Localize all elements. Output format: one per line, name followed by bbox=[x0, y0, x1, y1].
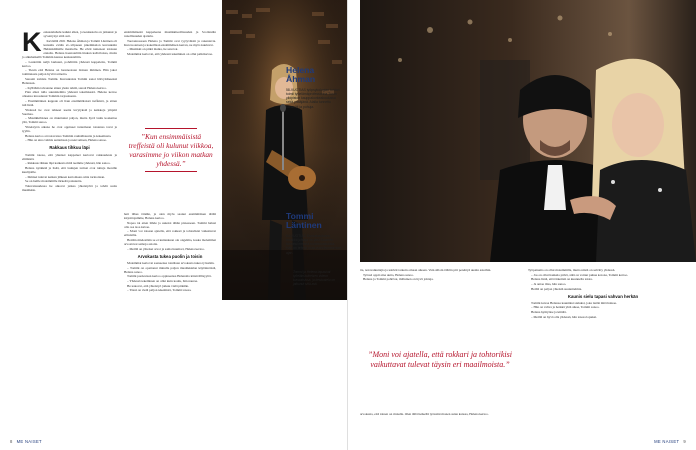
paragraph: Helena ja Tommi pohtivat, millainen on hyvä johtaja. bbox=[363, 277, 434, 282]
profile-info: 64-VUOTIAS Esmiatasoisten musiikkijohtaja on yksi Suomen tunnetuimmista rockmuusikoista. Hän on tehnyt uraa vuosikymmenten ajan. bbox=[286, 233, 342, 255]
page-number: 9 bbox=[683, 439, 686, 444]
paragraph: Tommi toteaa, että yhteiset kappaleet kertovat rakkaudesta ja elämästä. bbox=[22, 152, 117, 161]
paragraph: – Tiesin että Helena on luonnostaan iloinen ihminen. Hän jakoi toiminnasta paljon hyviä tarinoita. bbox=[22, 68, 117, 77]
pull-quote: ”Kun ensimmäisistä treffeistä oli kulunut viikkoa, varasimme jo viikon matkan yhdessä.” bbox=[128, 125, 214, 175]
left-column-1 bbox=[22, 27, 117, 193]
paragraph: – Musiikkibisnes on muuttunut paljon, mutta hyvä laulu koskettaa yhä, Tommi sanoo. bbox=[22, 116, 117, 125]
right-column-1 bbox=[360, 268, 520, 282]
paragraph: Keväällä 2021 Helena Åhman ja Tommi Läntinen oli kutsuttu evään ev.-vilpueen pikemikalon kuvauksiin Helsinkiläisille maaliolle. He eivät tunteneet toisiaan ennalta. Helena haastateltiin hiukan kahviloissa, mutta jo alkuhetkellä Tommin kanssa keskusteltiin. bbox=[22, 38, 117, 59]
paragraph: Molemmat kertovat saaneensa toisiltaan arvokasta tukea työssään. bbox=[127, 261, 215, 265]
paragraph: ensimmäisenä kappaleena musiikkiteollisuuden ja Scotlandin runollisuuden ajattelu. bbox=[124, 30, 216, 39]
paragraph: tta, notavaikuttajia ja tekivät tarkoin omaan aikaan. Vain silloin tällöin piti perehtyä uusiin asioihin. bbox=[360, 268, 492, 272]
paragraph: heti lähes tänään, ja olen myös saanut ensimmäisen täältä kirjoittajamme, Helena kertoo. bbox=[124, 212, 216, 221]
paragraph: – Yhdessä tekeminen on ollut kuin koulu, hän nauraa. bbox=[127, 278, 198, 283]
paragraph: Tommi kuvaa Helenaa kauniiksi sieluksi, joka tietää mitä haluaa. bbox=[531, 300, 617, 305]
paragraph: – Hän on vahva ja herkkä yhtä aikaa, Tommi sanoo. bbox=[531, 305, 600, 310]
paragraph: Helena hymyilee ja kiittää. bbox=[531, 310, 567, 315]
page-number: 8 bbox=[10, 439, 13, 444]
paragraph: – Jos on ollut hankala päivä, siitä on voinut puhua kotona, Tommi kertoo. bbox=[531, 272, 629, 277]
paragraph: Yhteistyön aikana he ovat oppineet tuntemaan toistensa tavat ja tyylin. bbox=[22, 124, 117, 134]
paragraph: – Hän on aina valmis auttamaan ja neuvomaan, Helena sanoo. bbox=[25, 138, 107, 143]
paragraph: Tulevaisuudessa he aikovat jatkaa yhteistyötä ja tehdä uutta musiikkia. bbox=[22, 183, 117, 192]
paragraph: Helena nyökkää ja lisää, että laulujen tarinat ovat tuttuja monille kuulijoille. bbox=[22, 165, 117, 174]
subheading: Rakkaus tihkuu läpi bbox=[49, 145, 90, 151]
concert-photo-graphic bbox=[222, 0, 348, 300]
helena-concert-photo bbox=[222, 0, 348, 300]
profile-info: 58-VUOTIAS työpsykologian tohtori toimii työelämäprofessorina Turun yliopiston kauppakorkeakoulussa sekä yrittäjänä. Alalla tunnettu konsultti ja puhuja. bbox=[286, 87, 340, 109]
paragraph: Se on heille molemmille tärkeää palautetta. bbox=[25, 179, 83, 184]
paragraph: Keskusteluhalu kaikki alkoi, ja keskustelu on jatkunut ja syventynyt siitä asti. bbox=[22, 27, 117, 57]
couple-photo bbox=[360, 0, 696, 262]
paragraph: – Tässä on vielä paljon tekemistä, Tommi toteaa. bbox=[127, 288, 192, 293]
paragraph: Helena kertoo arvostavansa Tommin rauhallisuutta ja kokemusta. bbox=[25, 133, 112, 138]
paragraph: Työpaineita on ollut molemmilla, mutta niistä on selvitty yhdessä. bbox=[528, 268, 616, 272]
paragraph: Työssä oppii aina uutta, Helena sanoo. bbox=[363, 272, 414, 277]
tommi-profile bbox=[286, 212, 342, 255]
pull-quote: ”Moni voi ajatella, että rokkari ja tohtorikisi vaikuttavat tulevat täysin eri maailmoista.” bbox=[368, 350, 512, 369]
profile-name: Tommi Läntinen bbox=[286, 211, 322, 231]
paragraph: – Laulettiin neljä lauluani, pohdittiin yhdessä kappaleita, Tommi kertoo. bbox=[22, 59, 117, 68]
paragraph: Yhdessä he ovat tehneet useita levytyksiä ja keikkoja ympäri Suomea. bbox=[22, 107, 117, 116]
helena-profile bbox=[286, 66, 342, 109]
paragraph: Nopea tai etten lähde ja uskoisi tähän pisteeseen. Tommi halusi olla osa isoa kuvaa. bbox=[124, 220, 216, 229]
paragraph: – Ihmiset tulevat keikan jälkeen kertomaan omia tarinoitaan. bbox=[25, 174, 106, 179]
paragraph: He uskovat, että yhteistyö jatkuu vielä pitkään. bbox=[127, 283, 189, 288]
paragraph: Sanonit tomista Tommi. Kuvauksista Tommi sanoi häivyttäneensä Helenaan. bbox=[22, 76, 117, 85]
paragraph: – Ensimmäinen kappale oli Kun ensimmäisissä treffeistä, ja sitten tuli lisää. bbox=[22, 98, 117, 107]
right-page bbox=[286, 0, 696, 450]
paragraph: Pian alkoi tulla suunnitelmia yhdessä tekemisestä. Helena kertoo olleensa innostunut Tommin tarjouksesta. bbox=[22, 90, 117, 99]
paragraph: Heillä on paljon yhteisiä suunnitelmia. bbox=[531, 286, 583, 291]
quote-rule bbox=[145, 171, 197, 172]
subheading: Arvokasta tukea puolin ja toisin bbox=[137, 253, 203, 259]
paragraph: Helena lisää, että tärkeintä on kuunnella toista. bbox=[531, 277, 593, 282]
dropcap: K bbox=[22, 27, 42, 57]
right-column-1-lower bbox=[360, 412, 520, 417]
paragraph: – Kyllähän taivaanne sinun yksin tehdä, sanoit Helena kertoo. bbox=[25, 85, 107, 90]
magazine-name: ME NAISET bbox=[654, 439, 680, 444]
right-column-2 bbox=[528, 268, 678, 319]
paragraph: – Ja antaa tilaa, hän sanoo. bbox=[531, 281, 567, 286]
paragraph: Heidän mielestään se ei kuitenkaan ole ongelma, koska molemmat arvostavat samoja asioita. bbox=[124, 238, 216, 247]
paragraph: – Meillä on yhteiset arvot ja sama huumori, Helena kertoo. bbox=[127, 246, 205, 251]
couple-photo-graphic bbox=[360, 0, 696, 262]
paragraph: Tuotannossaan Helena ja Tommi ovat tyytyväisiä ja rakentavia. Kun tuotetaan ja kokeillaan ensimmäisen kerran, ne myös kuuluvat. bbox=[124, 38, 216, 47]
left-footer bbox=[6, 439, 42, 444]
photo-caption: Tommi ja Helena tapasivat työelämäaiheisen videon kuvauksissa, ja keskustelu on jatkunut siitä asti. bbox=[293, 270, 335, 286]
quote-rule bbox=[145, 128, 197, 129]
paragraph: Tommi puolestaan kertoo oppineensa Helenalta kärsivällisyyttä. bbox=[127, 274, 212, 279]
subheading: Kaunis sielu tapasi vahvan herkän bbox=[567, 293, 639, 299]
right-footer bbox=[654, 439, 690, 444]
paragraph: – Rakkaus tihkuu läpi kaikesta mitä teemme yhdessä, hän sanoo. bbox=[25, 161, 111, 166]
left-column-2 bbox=[124, 30, 216, 57]
magazine-name: ME NAISET bbox=[16, 439, 42, 444]
paragraph: – Tommi on opettanut minulle paljon musiikkialan käytännöistä, Helena sanoo. bbox=[124, 265, 216, 274]
paragraph: – Musiikki on pitkä matka, he sanovat. bbox=[127, 47, 179, 52]
paragraph: – Meillä on hyvä olla yhdessä, hän toteaa lopuksi. bbox=[531, 314, 597, 319]
left-column-2-lower bbox=[124, 212, 216, 293]
profile-name: Helena Åhman bbox=[286, 65, 316, 85]
paragraph: – Moni voi toisaan ajatella, että rokkari ja tohtorikisi vaikuttavat erilaisilta. bbox=[124, 229, 216, 238]
paragraph: arvokasta, että toinen on rinnalla. Olen tällä hetkellä työssäni monen asian kanssa, Helena kertoo. bbox=[360, 412, 489, 416]
paragraph: Molemmat kertovat, että yhdessä tekeminen on ollut palkitsevaa. bbox=[127, 52, 213, 57]
